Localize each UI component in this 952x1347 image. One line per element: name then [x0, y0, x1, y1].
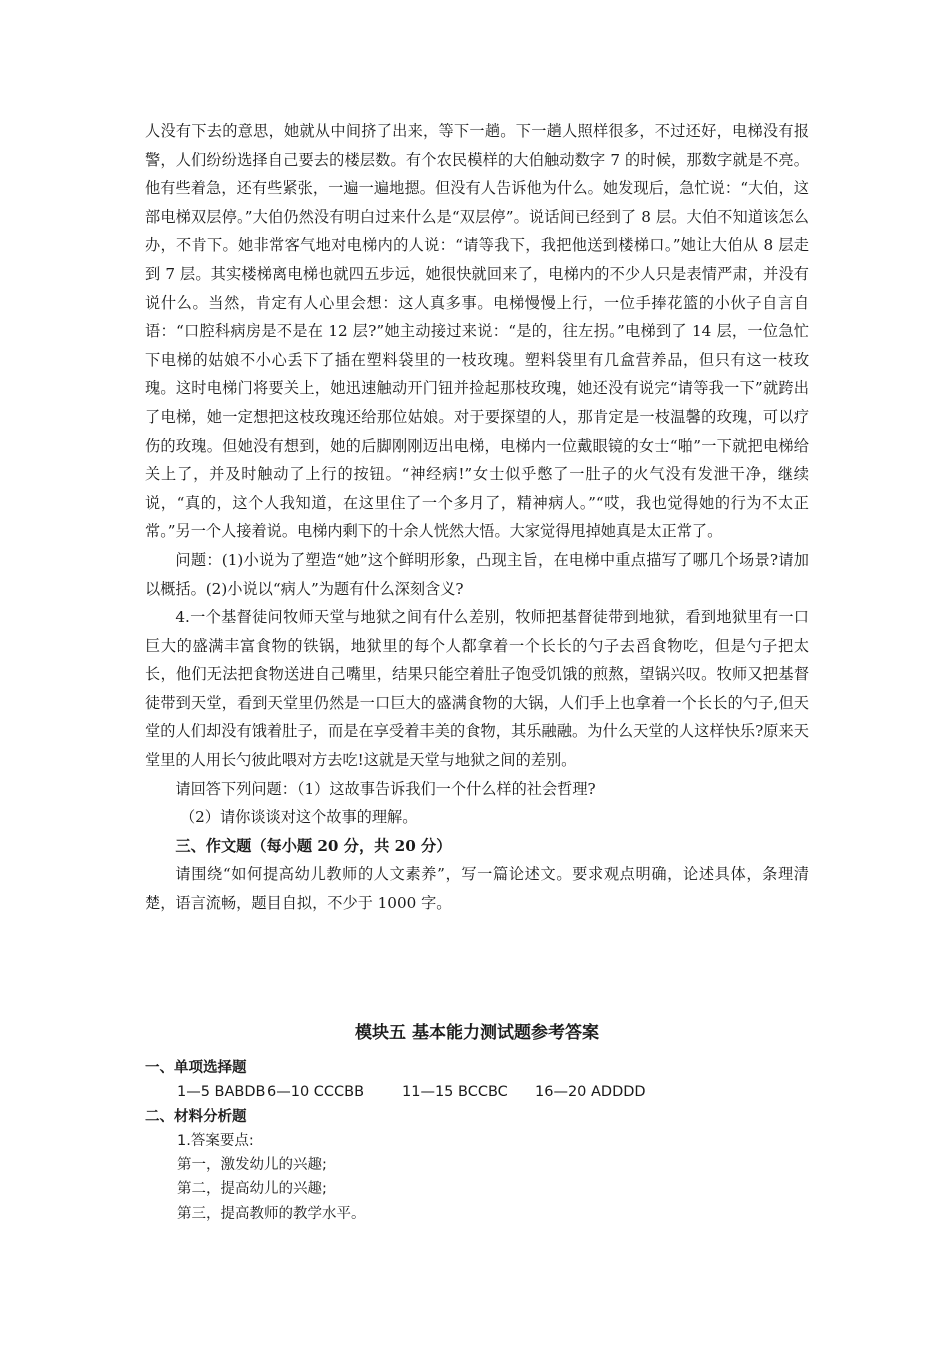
mcq-group: 11—15 BCCBC	[402, 1084, 508, 1101]
essay-section-heading: 三、作文题（每小题 20 分，共 20 分）	[175, 836, 452, 855]
answer-item-head: 1.答案要点:	[177, 1132, 254, 1149]
answer-point: 第三，提高教师的教学水平。	[177, 1205, 366, 1222]
answer-section-2-title: 二、材料分析题	[145, 1108, 247, 1125]
mcq-group: 6—10 CCCBB	[267, 1084, 365, 1101]
story-4-paragraph: 4.一个基督徒问牧师天堂与地狱之间有什么差别，牧师把基督徒带到地狱，看到地狱里有一口巨大的盛满丰富食物的铁锅，地狱里的每个人都拿着一个长长的勺子去舀食物吃，但是勺子把太长，他们无法把食物送进自己嘴里，结果只能空着肚子饱受饥饿的煎熬，望锅兴叹。牧师又把基督徒带到天堂，看到天堂里仍然是一口巨大的盛满食物的大锅，人们手上也拿着一个长长的勺子,但天堂的人们却没有饿着肚子，而是在享受着丰美的食物，其乐融融。为什么天堂的人这样快乐?原来天堂里的人用长勺彼此喂对方去吃!这就是天堂与地狱之间的差别。	[145, 608, 809, 770]
essay-prompt: 请围绕“如何提高幼儿教师的人文素养”，写一篇论述文。要求观点明确，论述具体，条理清楚，语言流畅，题目自拟，不少于 1000 字。	[145, 865, 809, 913]
question-paragraph: 问题：(1)小说为了塑造“她”这个鲜明形象，凸现主旨，在电梯中重点描写了哪几个场景?请加以概括。(2)小说以“病人”为题有什么深刻含义?	[145, 550, 809, 598]
answer-point: 第二，提高幼儿的兴趣;	[177, 1181, 327, 1198]
question-1-line: 请回答下列问题：（1）这故事告诉我们一个什么样的社会哲理?	[175, 779, 596, 798]
answer-section-1-title: 一、单项选择题	[145, 1060, 247, 1076]
story-paragraph: 人没有下去的意思，她就从中间挤了出来，等下一趟。下一趟人照样很多，不过还好，电梯没有报警，人们纷纷选择自己要去的楼层数。有个农民模样的大伯触动数字 7 的时候，那数字就是不亮。他有些着急，还有些紧张，一遍一遍地摁。但没有人告诉他为什么。她发现后，急忙说：“大伯，这部电梯双层停。”大伯仍然没有明白过来什么是“双层停”。说话间已经到了 8 层。大伯不知道该怎么办，不肯下。她非常客气地对电梯内的人说：“请等我下，我把他送到楼梯口。”她让大伯从 8 层走到 7 层。其实楼梯离电梯也就四五步远，她很快就回来了，电梯内的不少人只是表情严肃，并没有说什么。当然，肯定有人心里会想：这人真多事。电梯慢慢上行，一位手捧花篮的小伙子自言自语：“口腔科病房是不是在 12 层?”她主动接过来说：“是的，往左拐。”电梯到了 14 层，一位急忙下电梯的姑娘不小心丢下了插在塑料袋里的一枝玫瑰。塑料袋里有几盒营养品，但只有这一枝玫瑰。这时电梯门将要关上，她迅速触动开门钮并捡起那枝玫瑰，她还没有说完“请等我一下”就跨出了电梯，她一定想把这枝玫瑰还给那位姑娘。对于要探望的人，那肯定是一枝温馨的玫瑰，可以疗伤的玫瑰。但她没有想到，她的后脚刚刚迈出电梯，电梯内一位戴眼镜的女士“啪”一下就把电梯给关上了，并及时触动了上行的按钮。“神经病!”女士似乎憋了一肚子的火气没有发泄干净，继续说，“真的，这个人我知道，在这里住了一个多月了，精神病人。”“哎，我也觉得她的行为不太正常。”另一个人接着说。电梯内剩下的十余人恍然大悟。大家觉得甩掉她真是太正常了。	[145, 122, 809, 541]
body-text	[145, 117, 809, 918]
mcq-group: 1—5 BABDB	[177, 1084, 266, 1101]
answer-section	[145, 1056, 809, 1226]
mcq-group: 16—20 ADDDD	[535, 1084, 646, 1101]
mcq-answers	[145, 1080, 809, 1104]
answer-point: 第一，激发幼儿的兴趣;	[177, 1157, 327, 1174]
question-2-line: （2）请你谈谈对这个故事的理解。	[179, 808, 418, 827]
answer-title: 模块五 基本能力测试题参考答案	[355, 1023, 599, 1043]
